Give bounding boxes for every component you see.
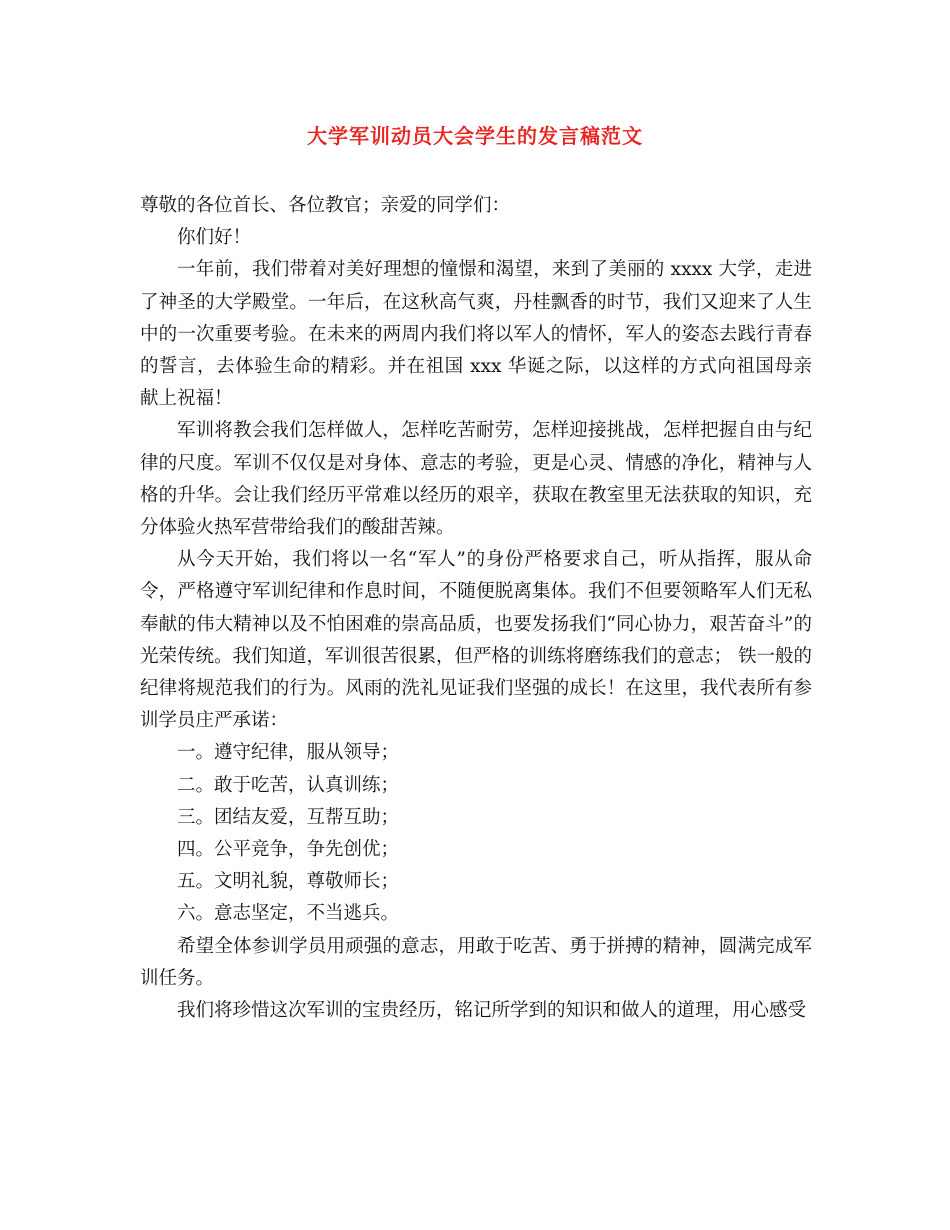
document-title: 大学军训动员大会学生的发言稿范文 <box>307 124 643 148</box>
paragraph-meaning: 军训将教会我们怎样做人，怎样吃苦耐劳，怎样迎接挑战，怎样把握自由与纪律的尺度。军训不仅仅是对身体、意志的考验，更是心灵、情感的净化，精神与人格的升华。会让我们经历平常难以经历的艰辛，获取在教室里无法获取的知识，充分体验火热军营带给我们的酸甜苦辣。 <box>140 420 812 539</box>
paragraph-commitment: 从今天开始，我们将以一名“军人”的身份严格要求自己，听从指挥，服从命令，严格遵守军训纪律和作息时间，不随便脱离集体。我们不但要领略军人们无私奉献的伟大精神以及不怕困难的崇高品质，也要发扬我们“同心协力，艰苦奋斗”的光荣传统。我们知道，军训很苦很累，但严格的训练将磨练我们的意志； 铁一般的纪律将规范我们的行为。风雨的洗礼见证我们坚强的成长！在这里，我代表所有参训学员庄严承诺： <box>140 549 812 732</box>
salutation: 尊敬的各位首长、各位教官；亲爱的同学们： <box>140 195 511 216</box>
paragraph-intro: 一年前，我们带着对美好理想的憧憬和渴望，来到了美丽的 xxxx 大学，走进了神圣的大学殿堂。一年后，在这秋高气爽，丹桂飘香的时节，我们又迎来了人生中的一次重要考验。在未来的两周内我们将以军人的情怀，军人的姿态去践行青春的誓言，去体验生命的精彩。并在祖国 xxx 华诞之际，以这样的方式向祖国母亲献上祝福！ <box>140 259 812 410</box>
pledge-item-4: 四。公平竞争，争先创优； <box>177 839 400 861</box>
greeting: 你们好！ <box>177 227 252 249</box>
document-body <box>140 190 812 1027</box>
paragraph-closing: 我们将珍惜这次军训的宝贵经历，铭记所学到的知识和做人的道理，用心感受 <box>177 1000 807 1022</box>
pledge-item-6: 六。意志坚定，不当逃兵。 <box>177 903 400 925</box>
pledge-item-3: 三。团结友爱，互帮互助； <box>177 806 400 828</box>
pledge-item-5: 五。文明礼貌，尊敬师长； <box>177 871 400 893</box>
pledge-item-2: 二。敢于吃苦，认真训练； <box>177 774 400 796</box>
paragraph-hope: 希望全体参训学员用顽强的意志，用敢于吃苦、勇于拼搏的精神，圆满完成军训任务。 <box>140 935 812 989</box>
pledge-item-1: 一。遵守纪律，服从领导； <box>177 742 400 764</box>
